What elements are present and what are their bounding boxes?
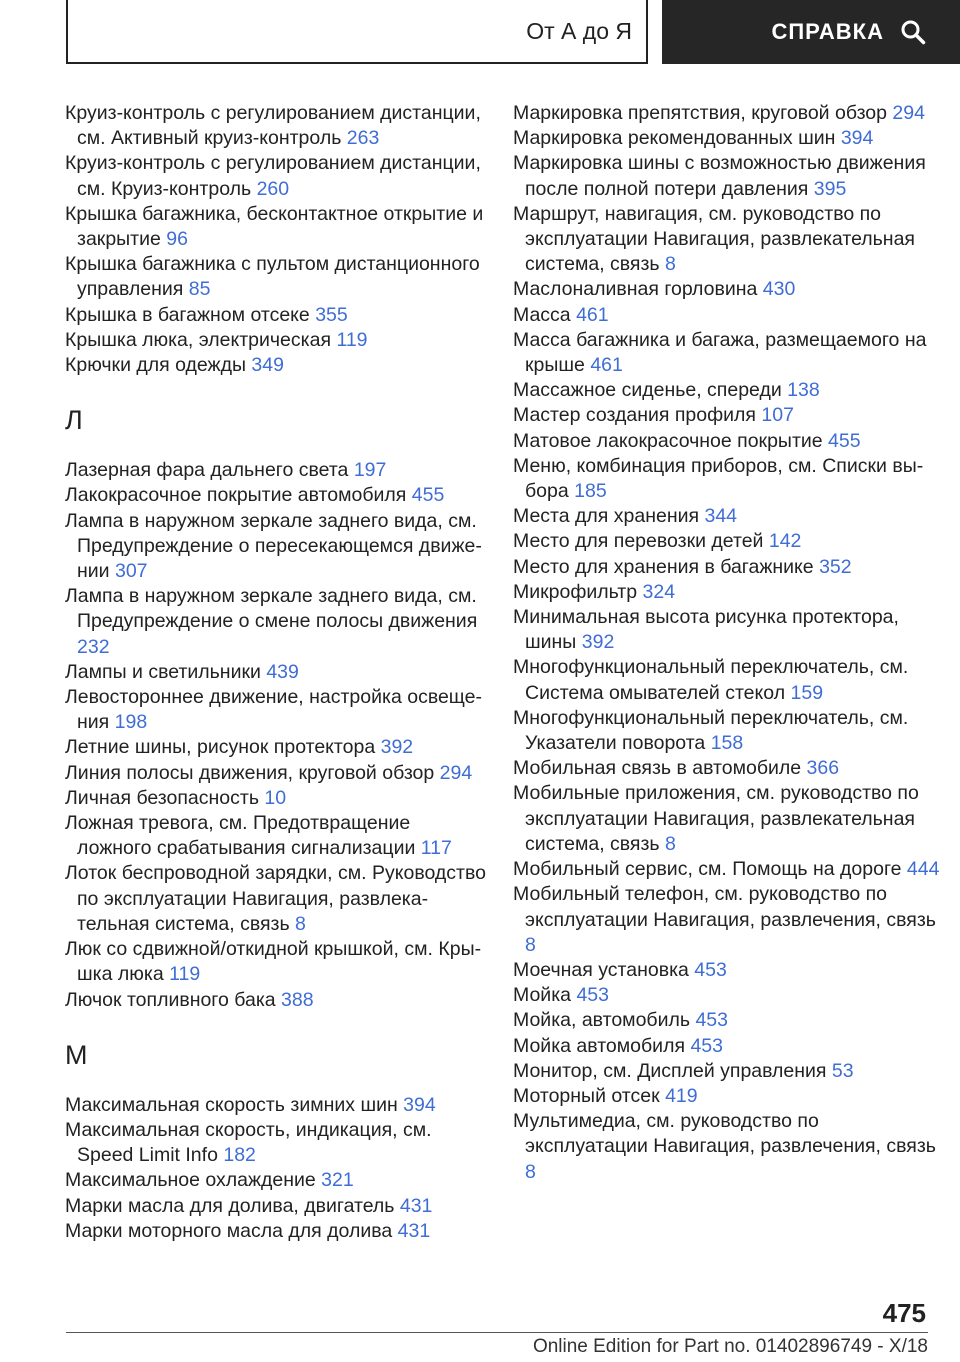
index-entry-text: Мобильные приложения, см. руководство по эксплуатации Навигация, развлекательная система, связь <box>513 782 919 855</box>
index-entry-page-link[interactable]: 198 <box>114 711 148 734</box>
index-entry-text: Матовое лакокрасочное покрытие <box>513 429 823 452</box>
index-entry-page-link[interactable]: 96 <box>166 228 188 251</box>
index-entry-page-link[interactable]: 419 <box>665 1084 698 1107</box>
index-entry <box>65 660 490 685</box>
index-entry-text: Мультимедиа, см. руководство по эксплуатации Навигация, развлечения, связь <box>513 1110 936 1158</box>
index-entry <box>513 504 943 529</box>
index-entry <box>513 429 943 454</box>
index-entry-page-link[interactable]: 85 <box>188 278 211 301</box>
index-entry-text: Круиз-контроль с регулированием дистанции, см. Круиз-контроль <box>65 152 481 200</box>
index-entry <box>65 1093 490 1118</box>
index-entry-text: Лампы и светильники <box>65 660 261 683</box>
index-entry-text: Максимальное охлаждение <box>65 1169 316 1192</box>
index-entry-page-link[interactable]: 352 <box>819 555 852 578</box>
index-entry-page-link[interactable]: 142 <box>768 530 802 553</box>
index-entry-text: Мойка <box>513 984 572 1007</box>
index-entry-page-link[interactable]: 453 <box>695 1009 728 1032</box>
index-entry <box>513 580 943 605</box>
index-entry-text: Люк со сдвижной/откидной крышкой, см. Крышка люка <box>65 938 482 986</box>
index-letter-heading: Л <box>65 405 83 436</box>
index-entry <box>513 126 943 151</box>
index-entry-text: Многофункциональный переключатель, см. Указатели поворота <box>513 706 909 755</box>
index-entry-page-link[interactable]: 10 <box>264 786 287 809</box>
index-entry-page-link[interactable]: 394 <box>840 127 874 150</box>
index-entry <box>65 483 490 508</box>
index-entry-text: Маслоналивная горловина <box>513 278 758 301</box>
index-entry <box>65 988 490 1013</box>
index-entry-page-link[interactable]: 158 <box>710 732 744 755</box>
index-entry-text: Крышка багажника, бесконтактное открытие и закрытие <box>65 202 484 251</box>
index-entry-text: Крышка люка, электрическая <box>65 328 332 351</box>
index-entry-page-link[interactable]: 431 <box>399 1194 433 1217</box>
index-entry <box>513 378 943 403</box>
index-entry-page-link[interactable]: 117 <box>420 837 452 860</box>
index-entry-page-link[interactable]: 321 <box>321 1169 354 1192</box>
index-entry <box>513 1109 943 1185</box>
index-entry <box>513 756 943 781</box>
index-column-right <box>513 101 943 1185</box>
index-entry-page-link[interactable]: 8 <box>665 832 676 855</box>
index-entry-text: Мобильный сервис, см. Помощь на дороге <box>513 858 902 881</box>
index-entry-page-link[interactable]: 431 <box>397 1219 431 1242</box>
section-tab-reference[interactable] <box>662 0 960 64</box>
index-entry-page-link[interactable]: 392 <box>581 631 615 654</box>
index-entry-page-link[interactable]: 461 <box>576 303 609 326</box>
index-entry-page-link[interactable]: 439 <box>266 660 299 683</box>
index-entry <box>65 328 490 353</box>
index-entry <box>65 101 490 151</box>
index-entry-page-link[interactable]: 8 <box>665 253 676 276</box>
index-entry-page-link[interactable]: 355 <box>315 303 348 326</box>
index-entry <box>65 353 490 378</box>
index-entry <box>513 555 943 580</box>
index-entry-text: Микрофильтр <box>513 580 638 603</box>
index-entry-text: Моторный отсек <box>513 1084 660 1107</box>
index-entry-page-link[interactable]: 453 <box>576 984 609 1007</box>
index-entry-page-link[interactable]: 263 <box>346 127 380 150</box>
index-entry <box>513 1084 943 1109</box>
index-entry-text: Маркировка рекомендованных шин <box>513 127 836 150</box>
index-entry <box>65 937 490 987</box>
index-entry <box>513 101 943 126</box>
index-entry-page-link[interactable]: 8 <box>525 1160 536 1183</box>
index-entry <box>513 781 943 857</box>
index-entry <box>65 735 490 760</box>
index-entry-page-link[interactable]: 8 <box>295 912 306 935</box>
index-entry-text: Крышка багажника с пультом дистанционного управления <box>65 253 480 301</box>
index-entry-page-link[interactable]: 344 <box>704 505 738 528</box>
index-entry <box>65 1219 490 1244</box>
index-entry-text: Многофункциональный переключатель, см. Система омывателей стекол <box>513 656 909 704</box>
index-entry-text: Мобильный телефон, см. руководство по эксплуатации Навигация, развлечения, связь <box>513 883 936 931</box>
index-entry-page-link[interactable]: 8 <box>525 933 536 956</box>
index-letter-heading: М <box>65 1039 88 1070</box>
index-entry-page-link[interactable]: 159 <box>790 681 824 704</box>
index-entry-text: Маршрут, навигация, см. руководство по эксплуатации Навигация, развлекательная система, связь <box>513 202 915 276</box>
index-entry-text: Масса <box>513 303 571 326</box>
index-entry <box>513 605 943 655</box>
index-entry <box>513 202 943 278</box>
index-entry-page-link[interactable]: 455 <box>828 429 861 452</box>
index-entry-page-link[interactable]: 366 <box>806 757 840 780</box>
index-entry-page-link[interactable]: 388 <box>281 988 314 1011</box>
index-entry-text: Лоток беспроводной зарядки, см. Руководство по эксплуатации Навигация, развлекательная система, связь <box>65 862 486 935</box>
index-entry-text: Лакокрасочное покрытие автомобиля <box>65 484 407 507</box>
index-entry-text: Летние шины, рисунок протектора <box>65 736 376 759</box>
index-entry <box>513 303 943 328</box>
index-entry-text: Лампа в наружном зеркале заднего вида, см. Предупреждение о смене полосы движения <box>65 585 478 633</box>
index-entry <box>65 458 490 483</box>
index-entry-text: Ложная тревога, см. Предотвращение ложного срабатывания сигнализации <box>65 812 416 860</box>
index-entry-page-link[interactable]: 119 <box>169 963 201 986</box>
search-icon <box>900 19 926 45</box>
index-entry-text: Лампа в наружном зеркале заднего вида, см. Предупреждение о пересекающемся движении <box>65 509 482 583</box>
index-entry-text: Крючки для одежды <box>65 354 246 377</box>
index-entry-text: Лазерная фара дальнего света <box>65 459 349 482</box>
section-tab-a-z-label: От А до Я <box>526 17 632 44</box>
index-entry <box>65 811 490 861</box>
index-entry <box>513 403 943 428</box>
index-column-left <box>65 101 490 1244</box>
index-entry <box>513 655 943 705</box>
index-entry <box>65 202 490 252</box>
index-entry-page-link[interactable]: 324 <box>642 580 676 603</box>
index-entry <box>65 252 490 302</box>
section-tab-a-z[interactable] <box>66 0 648 64</box>
index-entry-page-link[interactable]: 260 <box>256 177 290 200</box>
index-entry-text: Меню, комбинация приборов, см. Списки выбора <box>513 454 924 503</box>
index-entry <box>65 1118 490 1168</box>
index-entry-page-link[interactable]: 107 <box>761 404 794 427</box>
index-entry-page-link[interactable]: 119 <box>336 328 368 351</box>
index-entry <box>65 786 490 811</box>
index-entry-text: Место для хранения в багажнике <box>513 555 814 578</box>
index-entry-text: Минимальная высота рисунка протектора, шины <box>513 606 899 654</box>
index-entry <box>65 761 490 786</box>
index-entry-page-link[interactable]: 185 <box>574 480 607 503</box>
index-entry-text: Мойка, автомобиль <box>513 1009 691 1032</box>
index-entry-text: Маркировка препятствия, круговой обзор <box>513 102 887 124</box>
index-entry <box>513 277 943 302</box>
page-number: 475 <box>882 1298 926 1328</box>
index-entry-page-link[interactable]: 394 <box>403 1093 436 1116</box>
index-entry-text: Место для перевозки детей <box>513 530 764 553</box>
section-tab-reference-label: СПРАВКА <box>771 19 884 44</box>
index-entry <box>65 303 490 328</box>
index-entry-text: Максимальная скорость зимних шин <box>65 1093 398 1116</box>
index-entry-page-link[interactable]: 430 <box>762 278 796 301</box>
index-entry-text: Мобильная связь в автомобиле <box>513 757 802 780</box>
index-entry-text: Левостороннее движение, настройка освещения <box>65 686 482 734</box>
index-entry-text: Мастер создания профиля <box>513 404 756 427</box>
index-entry <box>65 151 490 201</box>
index-entry-page-link[interactable]: 138 <box>787 379 820 402</box>
index-entry-text: Круиз-контроль с регулированием дистанции, см. Активный круиз-контроль <box>65 102 481 150</box>
footer-edition: Online Edition for Part no. 01402896749 - X/18 <box>532 1336 928 1357</box>
index-entry-page-link[interactable]: 294 <box>439 761 473 784</box>
index-entry <box>513 882 943 958</box>
index-entry <box>513 151 943 201</box>
index-entry-text: Марки масла для долива, двигатель <box>65 1194 395 1217</box>
index-entry-text: Маркировка шины с возможностью движения после полной потери давления <box>513 152 926 200</box>
index-entry-text: Максимальная скорость, индикация, см. Speed Limit Info <box>65 1118 432 1167</box>
index-entry <box>65 509 490 585</box>
index-entry-page-link[interactable]: 349 <box>251 354 284 377</box>
index-entry <box>513 1008 943 1033</box>
index-entry <box>513 328 943 378</box>
index-entry-text: Масса багажника и багажа, размещаемого на крыше <box>513 328 927 377</box>
index-entry <box>65 861 490 937</box>
index-entry <box>513 1059 943 1084</box>
index-entry-page-link[interactable]: 444 <box>906 858 940 881</box>
index-entry-page-link[interactable]: 232 <box>77 635 110 658</box>
index-entry-text: Линия полосы движения, круговой обзор <box>65 761 435 784</box>
index-entry-text: Крышка в багажном отсеке <box>65 303 310 326</box>
index-entry <box>513 454 943 504</box>
index-entry-page-link[interactable]: 455 <box>411 484 445 507</box>
footer-divider <box>66 1332 928 1333</box>
index-entry-page-link[interactable]: 461 <box>590 354 623 377</box>
index-entry-text: Лючок топливного бака <box>65 988 276 1011</box>
index-entry-text: Личная безопасность <box>65 786 259 809</box>
index-entry <box>65 584 490 660</box>
index-entry-text: Мойка автомобиля <box>513 1034 686 1057</box>
index-entry <box>513 857 943 882</box>
index-entry-page-link[interactable]: 453 <box>690 1034 723 1057</box>
index-entry-text: Массажное сиденье, спереди <box>513 379 782 402</box>
index-entry-text: Марки моторного масла для долива <box>65 1219 393 1242</box>
index-entry <box>65 1194 490 1219</box>
index-entry-page-link[interactable]: 53 <box>831 1059 854 1082</box>
index-entry <box>513 529 943 554</box>
index-entry <box>513 1034 943 1059</box>
index-entry-page-link[interactable]: 197 <box>353 459 387 482</box>
index-entry-page-link[interactable]: 307 <box>114 560 148 583</box>
index-entry-page-link[interactable]: 294 <box>892 102 925 124</box>
index-entry-page-link[interactable]: 182 <box>223 1144 256 1167</box>
index-entry-page-link[interactable]: 453 <box>694 958 727 981</box>
index-entry <box>65 1168 490 1193</box>
index-entry <box>513 706 943 756</box>
index-entry <box>65 685 490 735</box>
index-entry-page-link[interactable]: 395 <box>813 177 847 200</box>
index-entry <box>513 983 943 1008</box>
index-entry-text: Моечная установка <box>513 958 689 981</box>
index-entry-text: Места для хранения <box>513 505 700 528</box>
index-entry-text: Монитор, см. Дисплей управления <box>513 1059 827 1082</box>
index-entry <box>513 958 943 983</box>
index-entry-page-link[interactable]: 392 <box>380 736 414 759</box>
